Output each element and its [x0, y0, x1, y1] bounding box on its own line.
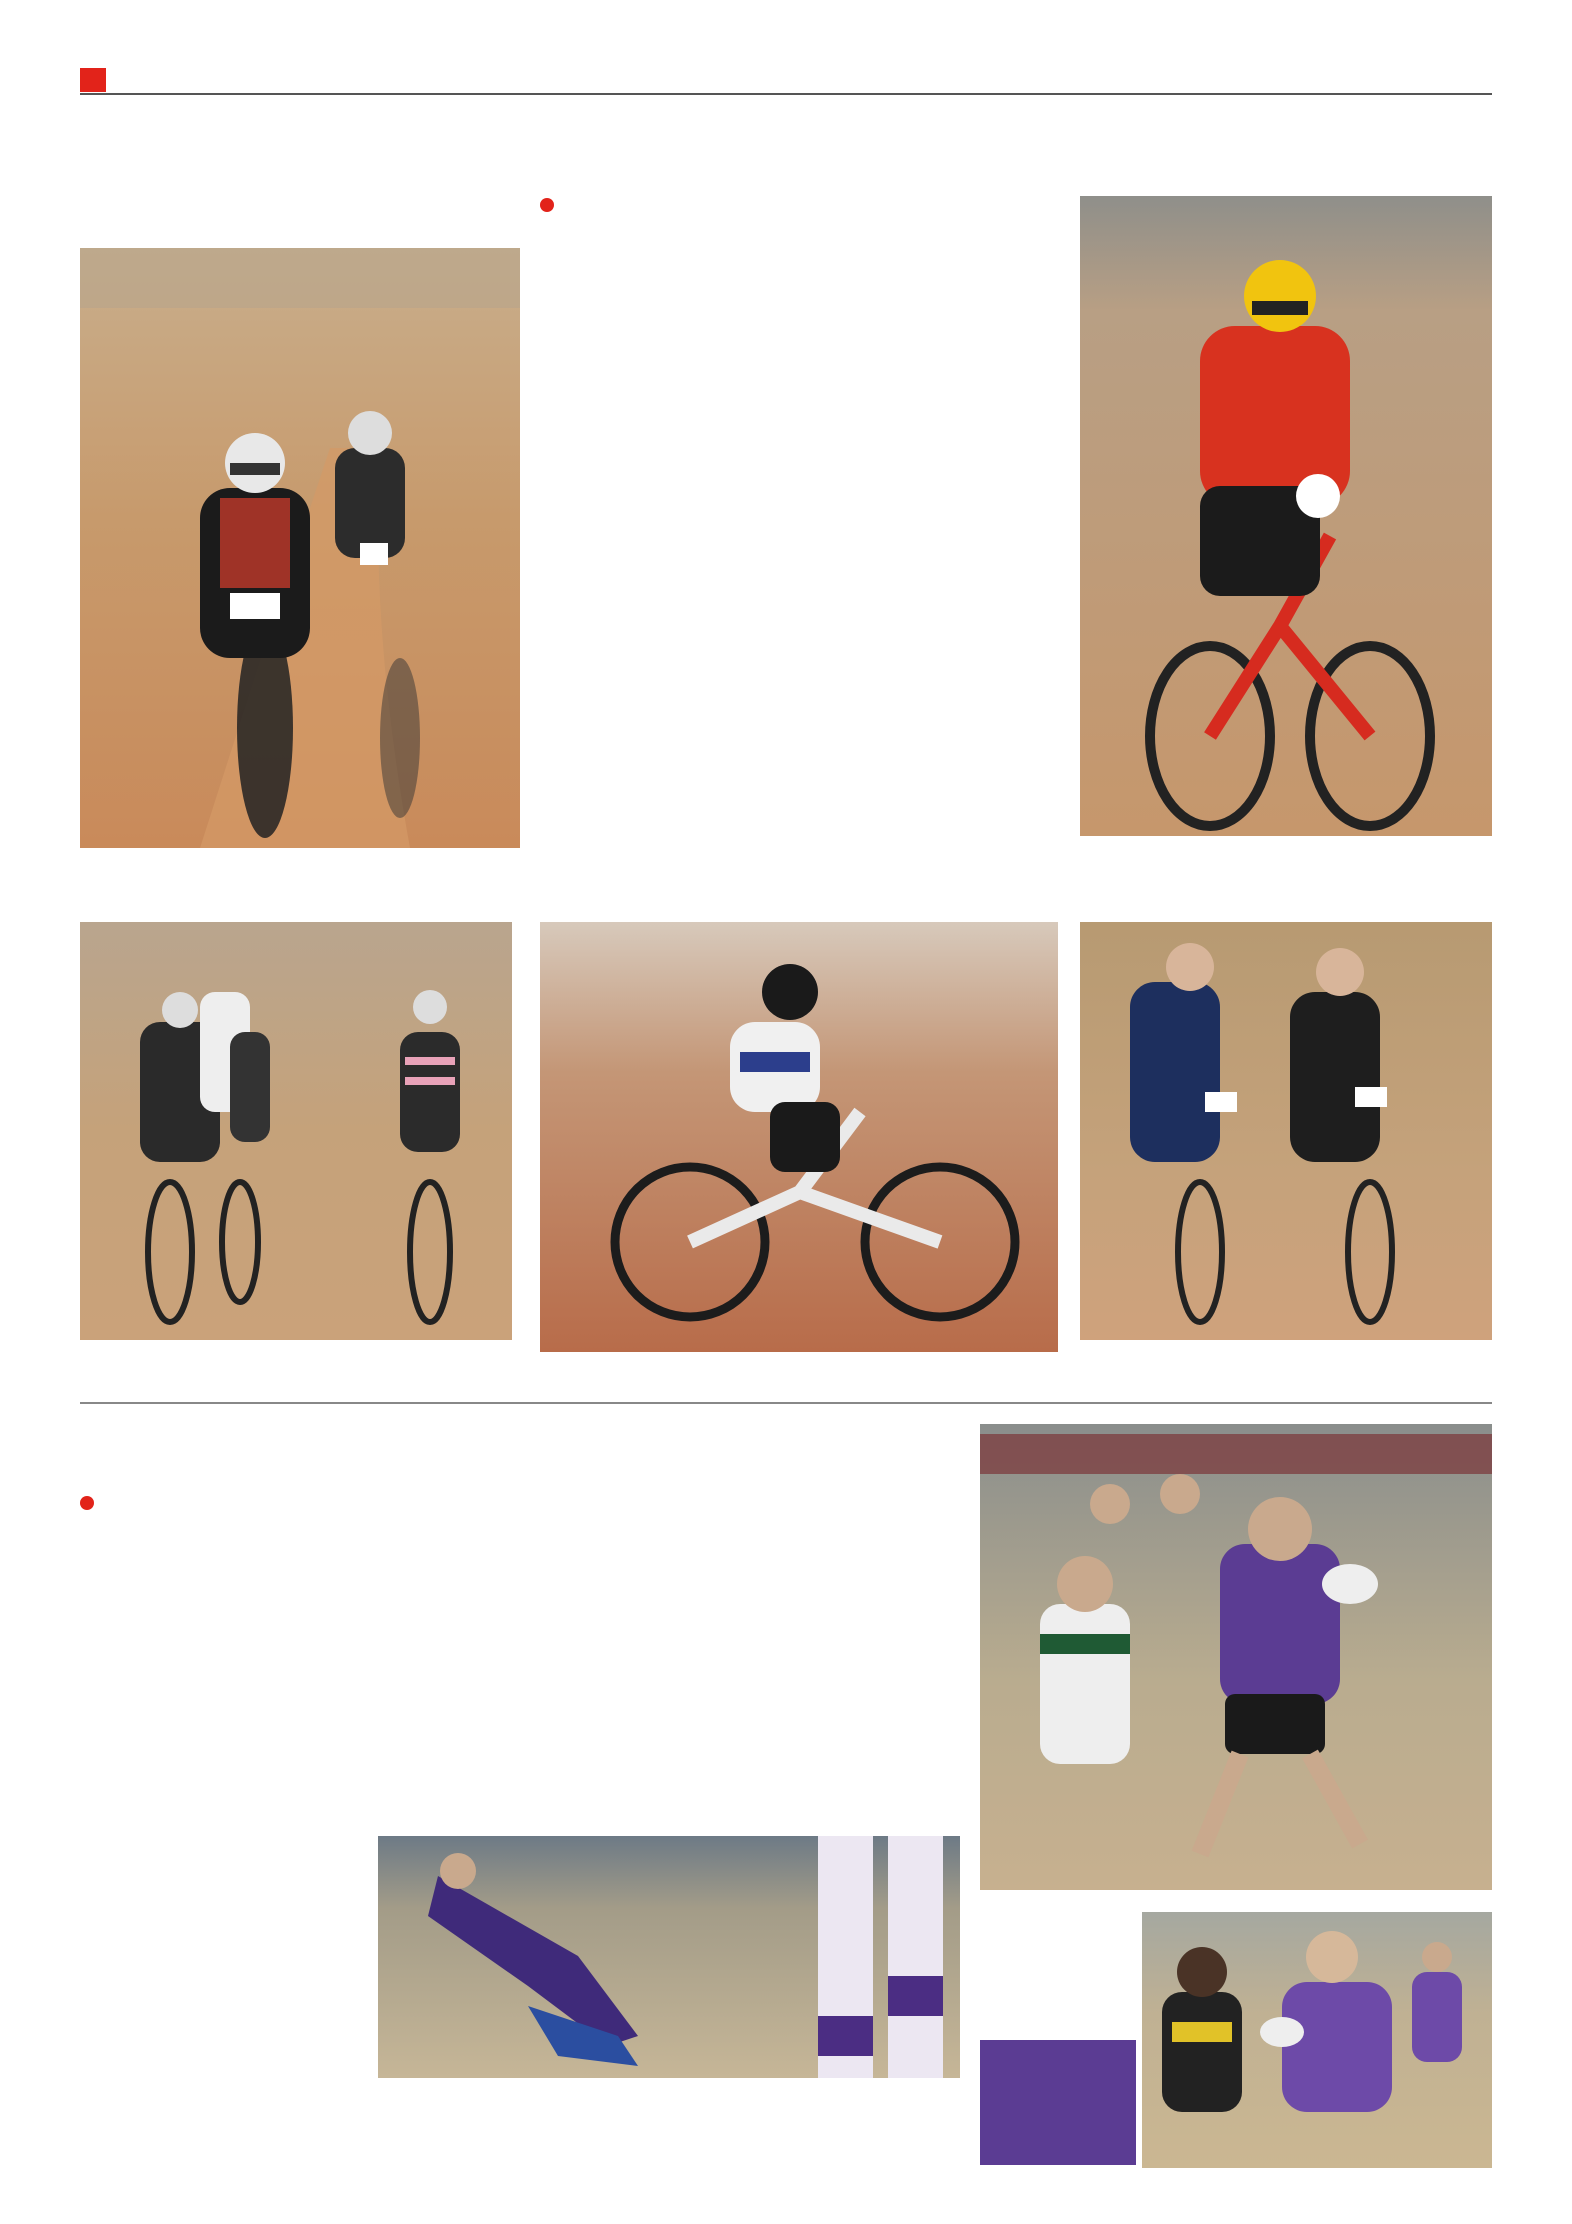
photo-caitlin-mee: [80, 248, 520, 848]
byline-cloete: [540, 196, 560, 216]
photo-celebrating-bikers: [80, 922, 512, 1340]
caption-john-box: [980, 2040, 1136, 2165]
header-rule: [80, 93, 1492, 95]
photo-tristan-erasmus: [378, 1836, 960, 2078]
photo-jordan-boshoff: [1080, 196, 1492, 836]
photo-mountain-biker: [540, 922, 1058, 1352]
story2-column-2-3: [378, 1490, 988, 1824]
photo-darius-marelize: [1080, 922, 1492, 1340]
photo-john-martin-bekker: [1142, 1912, 1492, 2168]
photo-wian-nortje: [980, 1424, 1492, 1890]
bullet-icon: [80, 1496, 94, 1510]
page-number: [80, 68, 106, 92]
story2-column-1: [80, 1532, 342, 2197]
story1-column-2: [810, 196, 1055, 906]
story1-column-1: [540, 234, 780, 902]
section-divider: [80, 1402, 1492, 1404]
byline-bruinette: [80, 1494, 100, 1514]
bullet-icon: [540, 198, 554, 212]
